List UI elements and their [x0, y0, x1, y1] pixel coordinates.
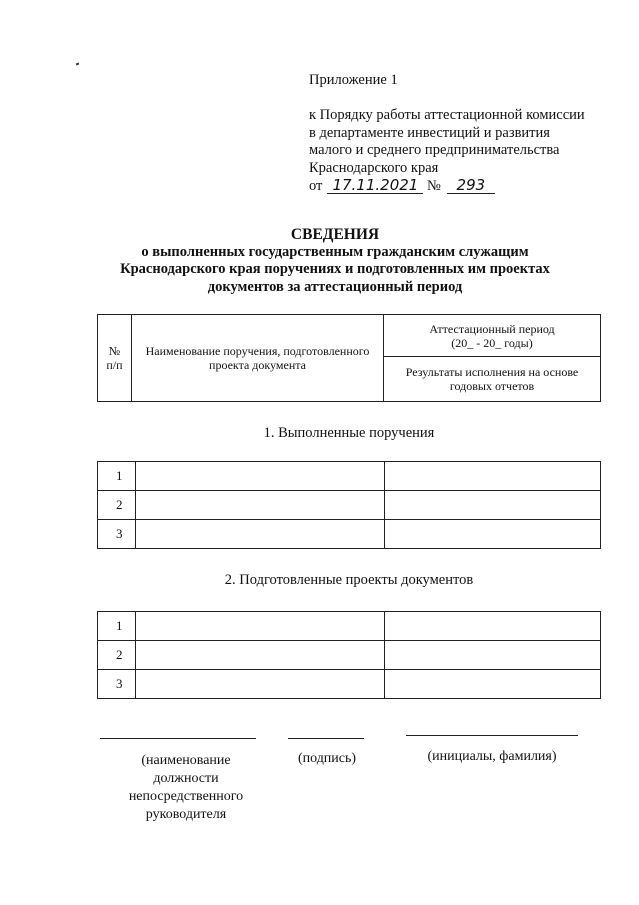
title-line: о выполненных государственным гражданским служащим — [141, 243, 529, 260]
table-row — [98, 670, 601, 699]
header-num-cell — [98, 315, 132, 402]
appendix-title: Приложение 1 — [309, 72, 398, 88]
title-line: Краснодарского края поручениях и подготовленных им проектах — [120, 261, 550, 277]
caption-line: (наименование — [141, 753, 231, 768]
caption-line: руководителя — [145, 807, 227, 822]
title-line: документов за аттестационный период — [207, 278, 463, 295]
section-title: 2. Подготовленные проекты документов — [224, 572, 474, 588]
period-label: (20_ - 20_ годы) — [451, 335, 533, 350]
order-reference — [309, 107, 619, 177]
signature-name-caption: (инициалы, фамилия) — [427, 749, 557, 764]
num-label: № — [108, 344, 121, 358]
number-sign: № — [427, 178, 441, 194]
order-line: к Порядку работы аттестационной комиссии — [309, 107, 585, 123]
table-row — [98, 491, 601, 520]
signature-sign-caption: (подпись) — [297, 751, 357, 766]
signature-line-sign — [288, 738, 364, 739]
row-result-cell — [385, 462, 601, 491]
header-results-cell — [384, 357, 601, 402]
order-line: Краснодарского края — [309, 159, 439, 176]
signature-line-name — [406, 735, 578, 736]
results-label: годовых отчетов — [449, 379, 535, 393]
order-number: 293 — [447, 177, 495, 194]
order-line: в департаменте инвестиций и развития — [309, 124, 550, 141]
section-title: 1. Выполненные поручения — [263, 425, 435, 441]
row-name-cell — [136, 462, 385, 491]
row-name-cell — [136, 612, 385, 641]
assignments-table — [97, 461, 601, 549]
header-table — [97, 314, 601, 402]
order-line: малого и среднего предпринимательства — [309, 142, 560, 158]
order-date-number — [309, 177, 495, 195]
row-result-cell — [385, 641, 601, 670]
name-label: Наименование поручения, подготовленного — [145, 344, 370, 358]
date-prefix: от — [309, 178, 323, 194]
num-label: п/п — [106, 358, 123, 372]
row-number: 3 — [98, 520, 136, 549]
caption-line: должности — [153, 771, 219, 786]
signature-line-position — [100, 738, 256, 739]
order-date: 17.11.2021 — [327, 177, 423, 194]
signature-position-caption — [108, 752, 264, 824]
name-label: проекта документа — [209, 358, 306, 372]
header-name-cell — [132, 315, 384, 402]
period-label: Аттестационный период — [429, 321, 555, 336]
row-number: 3 — [98, 670, 136, 699]
caption-line: непосредственного — [128, 789, 244, 804]
table-row — [98, 641, 601, 670]
row-result-cell — [385, 491, 601, 520]
table-row — [98, 520, 601, 549]
row-name-cell — [136, 670, 385, 699]
table-row — [98, 462, 601, 491]
results-label: Результаты исполнения на основе — [405, 365, 579, 379]
row-number: 1 — [98, 612, 136, 641]
document-title — [100, 226, 570, 296]
row-name-cell — [136, 491, 385, 520]
row-name-cell — [136, 520, 385, 549]
drafts-table — [97, 611, 601, 699]
row-number: 1 — [98, 462, 136, 491]
title-main: СВЕДЕНИЯ — [290, 226, 380, 243]
row-number: 2 — [98, 491, 136, 520]
row-result-cell — [385, 520, 601, 549]
scan-speck — [76, 63, 80, 66]
header-period-cell — [384, 315, 601, 357]
row-number: 2 — [98, 641, 136, 670]
row-result-cell — [385, 612, 601, 641]
table-row — [98, 612, 601, 641]
row-name-cell — [136, 641, 385, 670]
row-result-cell — [385, 670, 601, 699]
